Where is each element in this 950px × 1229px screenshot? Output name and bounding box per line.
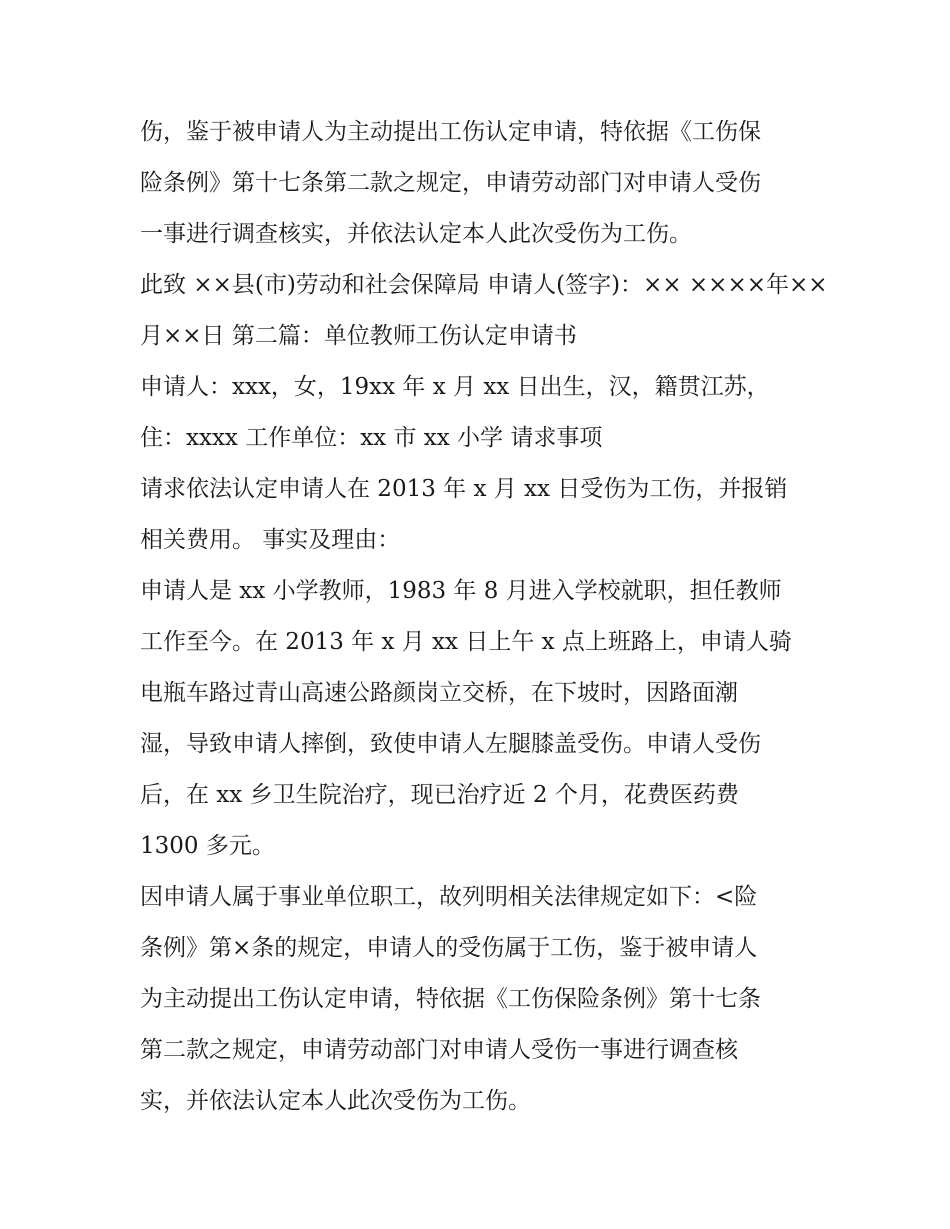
text-line: 相关费用。 事实及理由： bbox=[140, 527, 401, 553]
text-line: 工作至今。在 2013 年 x 月 xx 日上午 x 点上班路上，申请人骑 bbox=[140, 629, 792, 655]
text-line: 住：xxxx 工作单位：xx 市 xx 小学 请求事项 bbox=[140, 425, 603, 451]
text-line: 电瓶车路过青山高速公路颜岗立交桥，在下坡时，因路面潮 bbox=[140, 680, 738, 706]
text-line: 月××日 第二篇：单位教师工伤认定申请书 bbox=[140, 323, 577, 349]
text-line: 险条例》第十七条第二款之规定，申请劳动部门对申请人受伤 bbox=[140, 170, 761, 196]
text-line: 申请人：xxx，女，19xx 年 x 月 xx 日出生，汉，籍贯江苏， bbox=[140, 374, 770, 400]
text-line: 第二款之规定，申请劳动部门对申请人受伤一事进行调查核 bbox=[140, 1037, 738, 1063]
text-line: 伤，鉴于被申请人为主动提出工伤认定申请，特依据《工伤保 bbox=[140, 119, 761, 145]
text-line: 一事进行调查核实，并依法认定本人此次受伤为工伤。 bbox=[140, 221, 692, 247]
text-line: 1300 多元。 bbox=[140, 833, 275, 859]
text-line: 因申请人属于事业单位职工，故列明相关法律规定如下：<险 bbox=[140, 884, 758, 910]
text-line: 请求依法认定申请人在 2013 年 x 月 xx 日受伤为工伤，并报销 bbox=[140, 476, 788, 502]
text-line: 申请人是 xx 小学教师，1983 年 8 月进入学校就职，担任教师 bbox=[140, 578, 782, 604]
text-line: 湿，导致申请人摔倒，致使申请人左腿膝盖受伤。申请人受伤 bbox=[140, 731, 761, 757]
text-line: 为主动提出工伤认定申请，特依据《工伤保险条例》第十七条 bbox=[140, 986, 761, 1012]
text-line: 此致 ××县(市)劳动和社会保障局 申请人(签字)：×× ××××年×× bbox=[140, 272, 828, 298]
text-line: 后，在 xx 乡卫生院治疗，现已治疗近 2 个月，花费医药费 bbox=[140, 782, 739, 808]
text-line: 条例》第×条的规定，申请人的受伤属于工伤，鉴于被申请人 bbox=[140, 935, 758, 961]
text-line: 实，并依法认定本人此次受伤为工伤。 bbox=[140, 1088, 531, 1114]
document-body bbox=[140, 107, 828, 1127]
